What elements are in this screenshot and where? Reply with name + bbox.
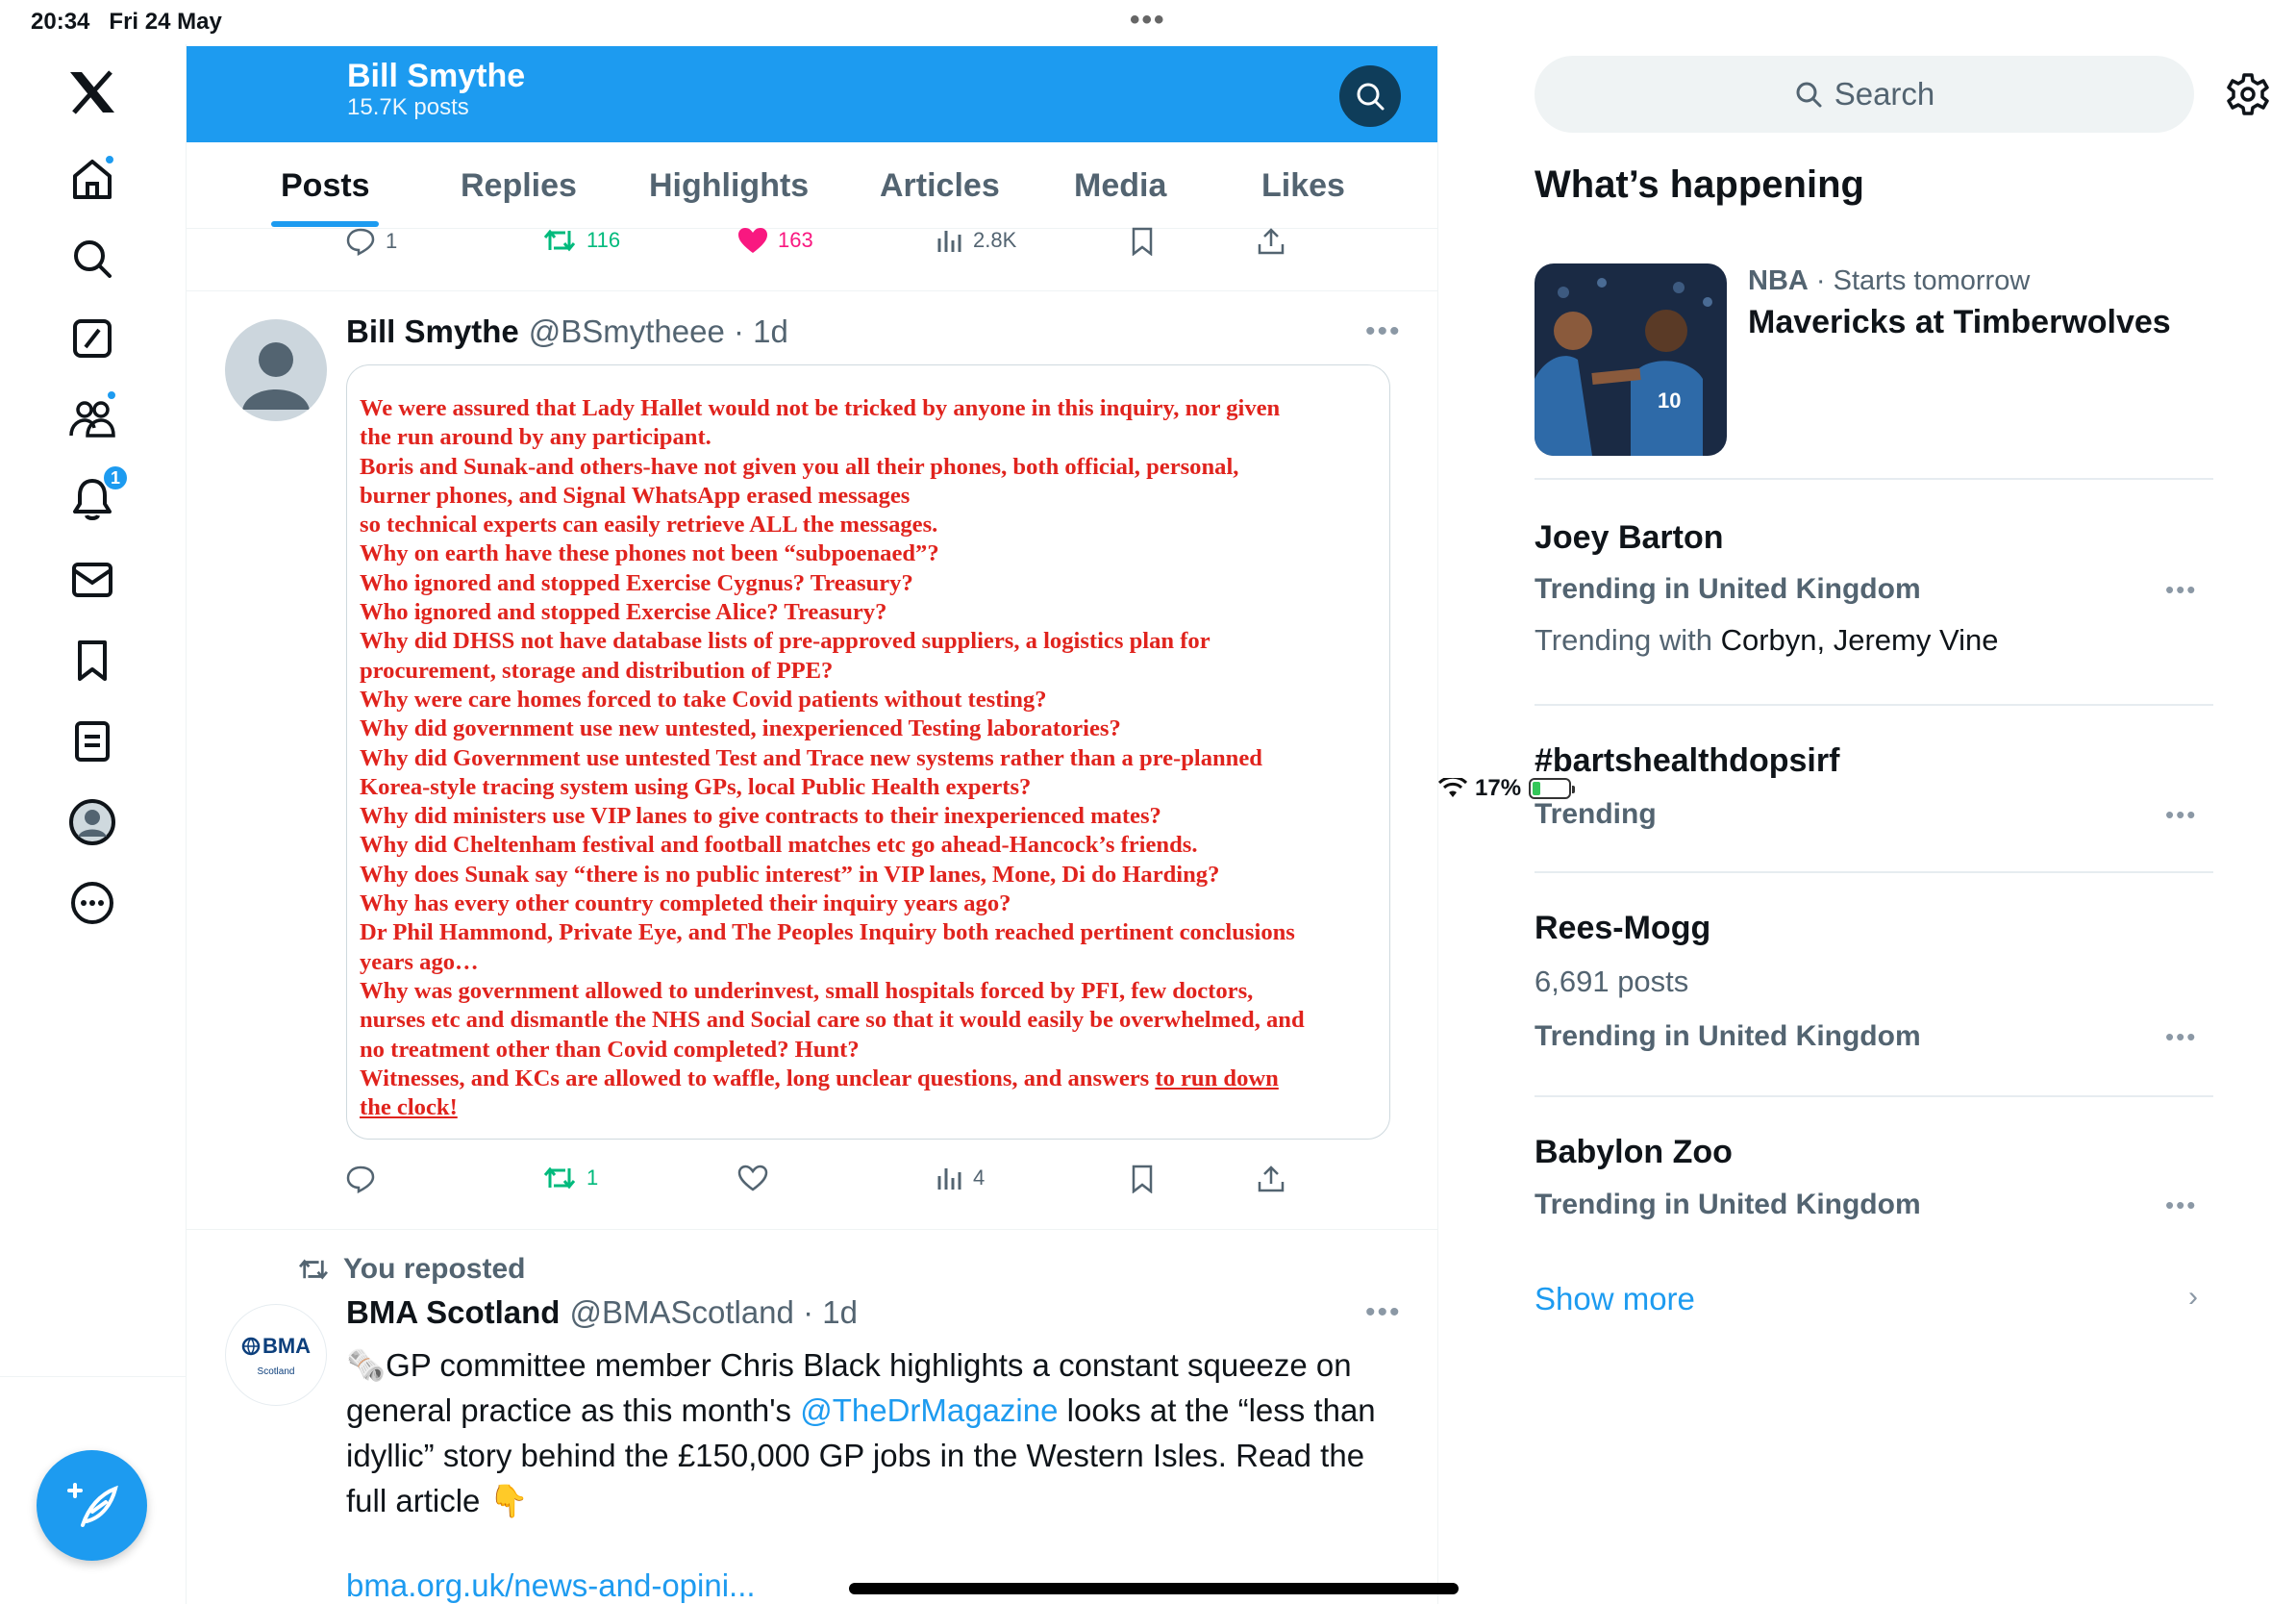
tweet-link[interactable]: bma.org.uk/news-and-opini... <box>346 1567 756 1603</box>
newspaper-emoji: 🗞️ <box>346 1347 387 1383</box>
share-button[interactable] <box>1257 1165 1285 1193</box>
trend-title[interactable]: #bartshealthdopsirf <box>1535 742 1840 779</box>
reply-icon <box>345 227 376 256</box>
chevron-right-icon: › <box>2188 1281 2198 1313</box>
mention-link[interactable]: @TheDrMagazine <box>800 1392 1059 1428</box>
image-text-line: Korea-style tracing system using GPs, local Public Health experts? <box>360 773 1032 800</box>
tweet-image-text <box>360 394 1376 1065</box>
retweet-count: 116 <box>586 228 621 252</box>
notification-badge: 1 <box>102 464 129 491</box>
image-text-line: the run around by any participant. <box>360 424 711 451</box>
profile-post-count: 15.7K posts <box>347 94 469 120</box>
share-button[interactable] <box>1257 227 1285 256</box>
reply-button[interactable] <box>345 227 397 256</box>
tweet-header <box>346 313 788 350</box>
tweet-header <box>346 1294 858 1331</box>
nba-trend-title[interactable]: Mavericks at Timberwolves <box>1748 304 2171 340</box>
trend-title[interactable]: Rees-Mogg <box>1535 910 1711 946</box>
tweet-author-name[interactable]: Bill Smythe <box>346 313 519 349</box>
avatar[interactable] <box>225 319 327 421</box>
tweet-author-handle[interactable]: @BMAScotland <box>569 1294 794 1330</box>
bell-icon[interactable] <box>63 467 121 528</box>
tweet-actions <box>187 1165 1438 1203</box>
tweet-separator <box>187 1229 1438 1230</box>
image-text-line: so technical experts can easily retrieve ALL the messages. <box>360 512 938 539</box>
compose-button[interactable] <box>37 1450 147 1561</box>
avatar[interactable] <box>225 1304 327 1406</box>
bookmark-icon <box>1131 1165 1154 1193</box>
tweet-separator-dot: · <box>733 313 744 349</box>
tweet-time[interactable]: 1d <box>753 313 788 349</box>
views-button[interactable] <box>936 227 1016 254</box>
retweet-icon <box>542 1165 577 1191</box>
trend-separator <box>1535 704 2213 706</box>
nav-divider <box>0 1376 186 1377</box>
retweet-icon <box>297 1257 330 1282</box>
bookmark-icon[interactable] <box>63 632 121 689</box>
left-nav <box>0 44 186 1604</box>
like-button[interactable] <box>737 227 813 254</box>
image-text-line: Why on earth have these phones not been “subpoenaed”? <box>360 540 939 567</box>
x-logo-icon[interactable] <box>63 63 121 121</box>
trend-separator <box>1535 871 2213 873</box>
reply-icon <box>345 1165 376 1193</box>
tweet-separator-dot: · <box>803 1294 814 1330</box>
mail-icon[interactable] <box>63 551 121 609</box>
nba-trend-meta: NBA · Starts tomorrow <box>1748 265 2031 296</box>
image-text-line: nurses etc and dismantle the NHS and Social care so that it would easily be overwhelmed, and <box>360 1007 1305 1034</box>
retweet-icon <box>542 227 577 254</box>
retweet-button[interactable] <box>542 227 620 254</box>
profile-header <box>187 46 1438 142</box>
tweet-more-icon[interactable]: ••• <box>1365 1296 1402 1328</box>
trend-post-count: 6,691 posts <box>1535 965 1689 998</box>
like-button[interactable] <box>737 1165 768 1191</box>
tweet-time[interactable]: 1d <box>822 1294 858 1330</box>
image-text-line: burner phones, and Signal WhatsApp erased messages <box>360 482 911 509</box>
tweet-image[interactable] <box>346 364 1390 1140</box>
tweet-separator <box>187 290 1438 291</box>
image-text-line: no treatment other than Covid completed? Hunt? <box>360 1036 860 1063</box>
tab-replies[interactable]: Replies <box>461 167 577 204</box>
search-icon <box>1794 80 1823 109</box>
image-text-line: Why does Sunak say “there is no public interest” in VIP lanes, Mone, Di do Harding? <box>360 861 1220 888</box>
image-text-line: Who ignored and stopped Exercise Cygnus? Treasury? <box>360 569 913 596</box>
retweet-count: 1 <box>586 1165 599 1190</box>
image-text-line: Why did DHSS not have database lists of pre-approved suppliers, a logistics plan for <box>360 628 1210 655</box>
image-text-line: Who ignored and stopped Exercise Alice? Treasury? <box>360 599 887 626</box>
image-text-line: Why did Government use untested Test and Trace new systems rather than a pre-planned <box>360 744 1262 771</box>
trend-separator <box>1535 478 2213 480</box>
image-text-line-last: Witnesses, and KCs are allowed to waffle, long unclear questions, and answers to run down <box>360 1065 1279 1091</box>
views-button[interactable] <box>936 1165 985 1191</box>
grok-icon[interactable] <box>63 310 121 367</box>
bma-logo: BMA <box>241 1334 311 1359</box>
whats-happening-heading: What’s happening <box>1535 163 1864 206</box>
tweet-text: 🗞️GP committee member Chris Black highlights a constant squeeze on general practice as this month's @TheDrMagazine looks at the “less than idyllic” story behind the £150,000 GP jobs in the Western Isles. Read the full article 👇 <box>346 1347 1376 1518</box>
trend-related: Trending with Corbyn, Jeremy Vine <box>1535 623 1999 657</box>
trend-title[interactable]: Joey Barton <box>1535 519 1724 556</box>
heart-icon <box>737 1165 768 1191</box>
tweet-author-handle[interactable]: @BSmytheee <box>528 313 725 349</box>
profile-search-button[interactable] <box>1339 65 1401 127</box>
trend-more-icon[interactable]: ••• <box>2165 800 2198 829</box>
search-placeholder: Search <box>1834 76 1935 112</box>
image-text-line: Why did ministers use VIP lanes to give contracts to their inexperienced mates? <box>360 803 1161 830</box>
status-time-date <box>31 9 222 36</box>
image-text-line: Why did government use new untested, inexperienced Testing laboratories? <box>360 715 1121 742</box>
tab-posts[interactable]: Posts <box>281 167 370 204</box>
trend-more-icon[interactable]: ••• <box>2165 1190 2198 1219</box>
tab-highlights[interactable]: Highlights <box>649 167 810 204</box>
bma-logo-subtitle: Scotland <box>257 1366 295 1377</box>
compose-icon <box>63 1479 121 1533</box>
image-text-line: procurement, storage and distribution of PPE? <box>360 657 834 684</box>
views-icon <box>936 1165 963 1191</box>
like-count: 163 <box>778 228 813 252</box>
pointing-down-emoji: 👇 <box>488 1483 529 1518</box>
prev-tweet-actions <box>187 227 1438 265</box>
jersey-number: 10 <box>1658 388 1682 413</box>
trend-context: Trending in United Kingdom <box>1535 1020 1921 1052</box>
image-text-line: We were assured that Lady Hallet would not be tricked by anyone in this inquiry, nor given <box>360 395 1281 421</box>
right-sidebar <box>1438 44 2296 1604</box>
retweet-button[interactable] <box>542 1165 598 1191</box>
status-date: Fri 24 May <box>109 9 222 35</box>
views-count: 2.8K <box>973 228 1017 252</box>
profile-name: Bill Smythe <box>347 58 526 94</box>
views-icon <box>936 227 963 254</box>
main-timeline <box>186 44 1438 1604</box>
tweet-author-name[interactable]: BMA Scotland <box>346 1294 561 1330</box>
profile-tabs <box>187 142 1438 229</box>
reply-button[interactable] <box>345 1165 376 1193</box>
search-icon <box>1355 81 1385 112</box>
battery-percent: 17% <box>1475 775 1522 801</box>
image-text-line: Why has every other country completed their inquiry years ago? <box>360 890 1011 917</box>
home-unread-dot <box>104 154 115 165</box>
reposted-indicator <box>297 1253 525 1286</box>
multitask-dots[interactable]: ••• <box>1130 4 1166 36</box>
home-indicator[interactable] <box>849 1583 1459 1594</box>
tab-likes[interactable]: Likes <box>1261 167 1345 204</box>
bookmark-button[interactable] <box>1131 1165 1154 1193</box>
trend-more-icon[interactable]: ••• <box>2165 575 2198 604</box>
image-text-line: years ago… <box>360 948 479 975</box>
profile-icon[interactable] <box>63 793 121 851</box>
image-text-line: Dr Phil Hammond, Private Eye, and The Peoples Inquiry both reached pertinent conclusions <box>360 919 1295 946</box>
home-icon[interactable] <box>63 150 121 208</box>
gear-icon[interactable] <box>2225 71 2271 117</box>
communities-icon[interactable] <box>63 389 121 447</box>
share-icon <box>1257 227 1285 256</box>
image-text-line: Why were care homes forced to take Covid patients without testing? <box>360 686 1047 713</box>
bookmark-button[interactable] <box>1131 227 1154 256</box>
nba-trend-image[interactable] <box>1535 263 1727 456</box>
lists-icon[interactable] <box>63 713 121 770</box>
search-icon[interactable] <box>63 230 121 288</box>
image-text-line: Why did Cheltenham festival and football matches etc go ahead-Hancock’s friends. <box>360 832 1198 859</box>
trend-more-icon[interactable]: ••• <box>2165 1022 2198 1051</box>
tweet-more-icon[interactable]: ••• <box>1365 315 1402 347</box>
status-time: 20:34 <box>31 9 90 35</box>
image-text-line-final: the clock! <box>360 1094 458 1121</box>
heart-icon <box>737 227 768 254</box>
trend-title[interactable]: Babylon Zoo <box>1535 1134 1733 1170</box>
bma-globe-icon <box>241 1337 261 1356</box>
more-icon[interactable] <box>63 874 121 932</box>
trend-context: Trending <box>1535 798 1657 830</box>
views-count: 4 <box>973 1165 986 1190</box>
tab-media[interactable]: Media <box>1074 167 1167 204</box>
image-text-line: Boris and Sunak-and others-have not given you all their phones, both official, personal, <box>360 453 1239 480</box>
reposted-label: You reposted <box>343 1253 526 1285</box>
trend-context: Trending in United Kingdom <box>1535 1189 1921 1220</box>
image-text-line: Why was government allowed to underinvest, small hospitals forced by PFI, few doctors, <box>360 977 1254 1004</box>
communities-unread-dot <box>106 389 117 401</box>
trend-separator <box>1535 1095 2213 1097</box>
reply-count: 1 <box>386 229 398 253</box>
tab-articles[interactable]: Articles <box>880 167 1000 204</box>
show-more-link[interactable]: Show more <box>1535 1281 1695 1316</box>
bookmark-icon <box>1131 227 1154 256</box>
default-avatar-icon <box>225 319 327 421</box>
trend-context: Trending in United Kingdom <box>1535 573 1921 605</box>
share-icon <box>1257 1165 1285 1193</box>
search-input[interactable] <box>1535 56 2194 133</box>
